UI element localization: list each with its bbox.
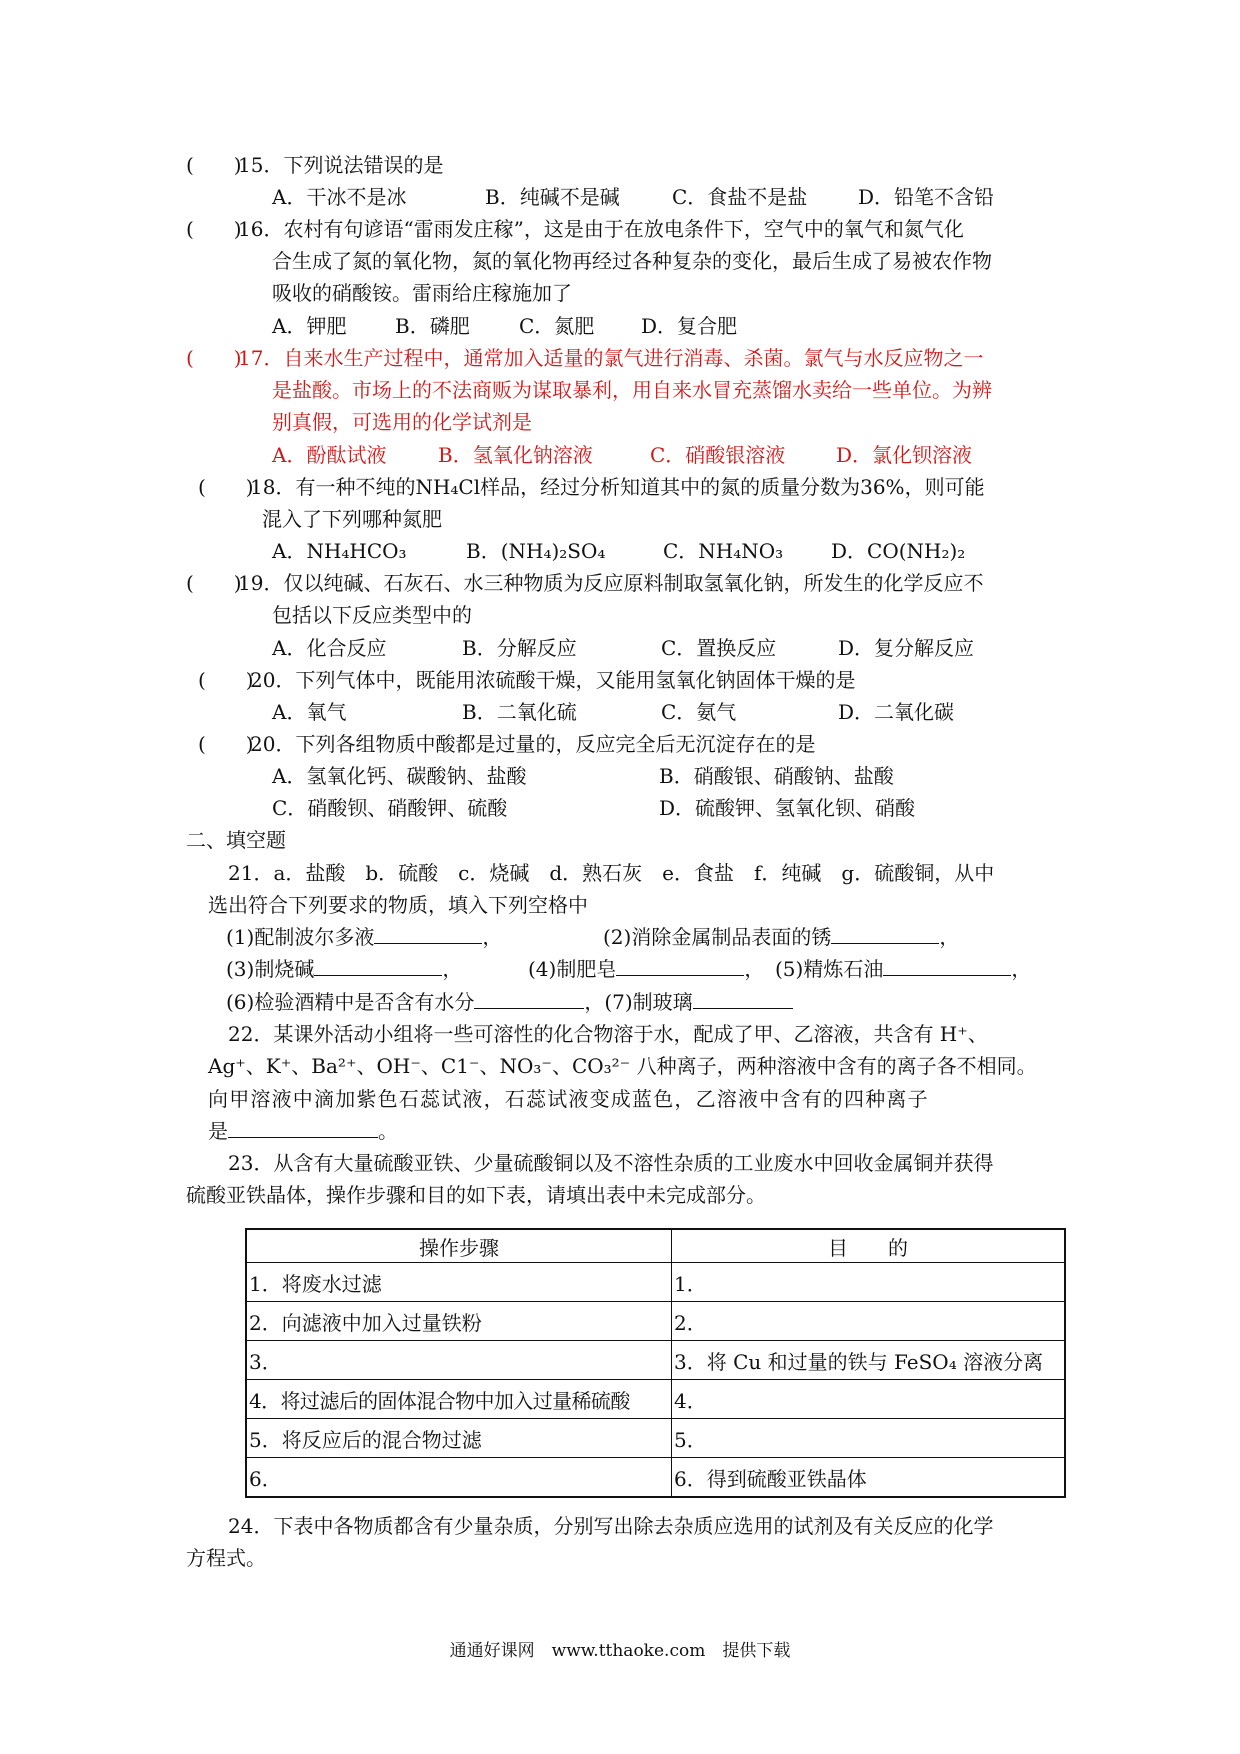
q23-steps-table <box>245 1228 1066 1498</box>
q18-option-d: D．CO(NH₂)₂ <box>831 539 966 563</box>
q20b-option-a: A．氢氧化钙、碳酸钠、盐酸 <box>272 764 527 788</box>
q20b-option-c: C．硝酸钡、硝酸钾、硫酸 <box>272 796 508 820</box>
q20b-stem: 20．下列各组物质中酸都是过量的，反应完全后无沉淀存在的是 <box>250 732 816 756</box>
q15-option-b: B．纯碱不是碱 <box>485 185 620 209</box>
q19-paren: ( ) <box>186 571 242 595</box>
table-row <box>246 1263 1065 1302</box>
q20b-paren: ( ) <box>198 732 254 756</box>
q15-paren: ( ) <box>186 153 242 177</box>
q20a-stem: 20．下列气体中，既能用浓硫酸干燥，又能用氢氧化钠固体干燥的是 <box>250 668 856 692</box>
q22-line3: 向甲溶液中滴加紫色石蕊试液，石蕊试液变成蓝色，乙溶液中含有的四种离子 <box>208 1087 929 1111</box>
table-cell-step: 5．将反应后的混合物过滤 <box>246 1419 672 1458</box>
table-cell-step: 4．将过滤后的固体混合物中加入过量稀硫酸 <box>246 1380 672 1419</box>
table-row <box>246 1302 1065 1341</box>
q21-line1: 21．a．盐酸 b．硫酸 c．烧碱 d．熟石灰 e．食盐 f．纯碱 g．硫酸铜，从中 <box>228 861 995 885</box>
q18-option-a: A．NH₄HCO₃ <box>272 539 407 563</box>
q18-stem-line2: 混入了下列哪种氮肥 <box>262 507 442 531</box>
q17-option-c: C．硝酸银溶液 <box>650 443 786 467</box>
q21-blank3[interactable] <box>314 955 442 976</box>
q19-option-d: D．复分解反应 <box>838 636 975 660</box>
q19-option-c: C．置换反应 <box>661 636 777 660</box>
table-cell-step[interactable]: 6． <box>246 1458 672 1498</box>
q21-blank5[interactable] <box>883 955 1011 976</box>
q16-option-a: A．钾肥 <box>272 314 347 338</box>
table-row <box>246 1380 1065 1419</box>
q18-paren: ( ) <box>198 475 254 499</box>
q21-line2: 选出符合下列要求的物质，填入下列空格中 <box>208 893 588 917</box>
q22-line4: 是 。 <box>208 1119 398 1143</box>
q16-stem-line3: 吸收的硝酸铵。雷雨给庄稼施加了 <box>272 281 572 305</box>
q16-option-d: D．复合肥 <box>641 314 738 338</box>
q20a-option-d: D．二氧化碳 <box>838 700 955 724</box>
q18-option-c: C．NH₄NO₃ <box>663 539 784 563</box>
q19-stem-line2: 包括以下反应类型中的 <box>272 603 472 627</box>
q20a-option-a: A．氧气 <box>272 700 347 724</box>
q21-blank7[interactable] <box>693 988 793 1009</box>
q19-option-a: A．化合反应 <box>272 636 387 660</box>
table-header-steps: 操作步骤 <box>246 1229 672 1263</box>
q24-line2: 方程式。 <box>186 1546 266 1570</box>
q20b-option-d: D．硫酸钾、氢氧化钡、硝酸 <box>659 796 916 820</box>
q20b-option-b: B．硝酸银、硝酸钠、盐酸 <box>659 764 894 788</box>
q21-blank1[interactable] <box>374 923 482 944</box>
q16-option-b: B．磷肥 <box>395 314 470 338</box>
q22-blank[interactable] <box>228 1117 378 1138</box>
q21-item4: (4)制肥皂 ， <box>528 957 765 981</box>
q15-option-d: D．铅笔不含铅 <box>858 185 995 209</box>
table-cell-purpose: 6．得到硫酸亚铁晶体 <box>672 1458 1066 1498</box>
q21-item3: (3)制烧碱 ， <box>226 957 463 981</box>
q17-option-a: A．酚酞试液 <box>272 443 387 467</box>
q18-option-b: B．(NH₄)₂SO₄ <box>466 539 606 563</box>
q23-line1: 23．从含有大量硫酸亚铁、少量硫酸铜以及不溶性杂质的工业废水中回收金属铜并获得 <box>228 1151 994 1175</box>
q15-option-a: A．干冰不是冰 <box>272 185 407 209</box>
table-cell-purpose[interactable]: 2． <box>672 1302 1066 1341</box>
q16-paren: ( ) <box>186 217 242 241</box>
table-cell-purpose: 3．将 Cu 和过量的铁与 FeSO₄ 溶液分离 <box>672 1341 1066 1380</box>
q21-item1: (1)配制波尔多液 ， <box>226 925 503 949</box>
q17-stem-line1: 17．自来水生产过程中，通常加入适量的氯气进行消毒、杀菌。氯气与水反应物之一 <box>238 346 984 370</box>
table-cell-purpose[interactable]: 4． <box>672 1380 1066 1419</box>
q20a-option-b: B．二氧化硫 <box>462 700 577 724</box>
q15-stem: 15．下列说法错误的是 <box>238 153 444 177</box>
q19-stem-line1: 19．仅以纯碱、石灰石、水三种物质为反应原料制取氢氧化钠，所发生的化学反应不 <box>238 571 984 595</box>
q21-item5: (5)精炼石油 ， <box>775 957 1032 981</box>
q17-paren: ( ) <box>186 346 242 370</box>
q20a-option-c: C．氨气 <box>661 700 737 724</box>
q23-line2: 硫酸亚铁晶体，操作步骤和目的如下表，请填出表中未完成部分。 <box>186 1183 766 1207</box>
q21-blank6[interactable] <box>474 988 584 1009</box>
table-row <box>246 1419 1065 1458</box>
q22-line1: 22．某课外活动小组将一些可溶性的化合物溶于水，配成了甲、乙溶液，共含有 H⁺、 <box>228 1022 988 1046</box>
q16-option-c: C．氮肥 <box>519 314 595 338</box>
q20a-paren: ( ) <box>198 668 254 692</box>
table-cell-step[interactable]: 3． <box>246 1341 672 1380</box>
table-row <box>246 1341 1065 1380</box>
q21-blank4[interactable] <box>616 955 744 976</box>
q15-option-c: C．食盐不是盐 <box>672 185 808 209</box>
table-header-row <box>246 1229 1065 1263</box>
section-title-fill-blank: 二、填空题 <box>186 828 286 852</box>
table-cell-purpose[interactable]: 1． <box>672 1263 1066 1302</box>
q24-line1: 24．下表中各物质都含有少量杂质，分别写出除去杂质应选用的试剂及有关反应的化学 <box>228 1514 994 1538</box>
q17-option-d: D．氯化钡溶液 <box>836 443 973 467</box>
q21-blank2[interactable] <box>831 923 939 944</box>
q16-stem-line1: 16．农村有句谚语“雷雨发庄稼”，这是由于在放电条件下，空气中的氧气和氮气化 <box>238 217 964 241</box>
table-cell-step: 1．将废水过滤 <box>246 1263 672 1302</box>
q19-option-b: B．分解反应 <box>462 636 577 660</box>
table-row <box>246 1458 1065 1498</box>
table-header-purpose: 目 的 <box>672 1229 1066 1263</box>
q17-option-b: B．氢氧化钠溶液 <box>438 443 593 467</box>
q16-stem-line2: 合生成了氮的氧化物，氮的氧化物再经过各种复杂的变化，最后生成了易被农作物 <box>272 249 992 273</box>
q17-stem-line2: 是盐酸。市场上的不法商贩为谋取暴利，用自来水冒充蒸馏水卖给一些单位。为辨 <box>272 378 992 402</box>
table-cell-purpose[interactable]: 5． <box>672 1419 1066 1458</box>
q22-line2: Ag⁺、K⁺、Ba²⁺、OH⁻、C1⁻、NO₃⁻、CO₃²⁻ 八种离子，两种溶液中含有的离子各不相同。 <box>208 1054 1037 1078</box>
table-cell-step: 2．向滤液中加入过量铁粉 <box>246 1302 672 1341</box>
page-footer: 通通好课网 www.tthaoke.com 提供下载 <box>449 1641 791 1661</box>
q17-stem-line3: 别真假，可选用的化学试剂是 <box>272 410 532 434</box>
q18-stem-line1: 18．有一种不纯的NH₄Cl样品，经过分析知道其中的氮的质量分数为36%，则可能 <box>250 475 985 499</box>
q21-item6: (6)检验酒精中是否含有水分 ，(7)制玻璃 <box>226 988 793 1016</box>
q21-item2: (2)消除金属制品表面的锈 ， <box>603 925 960 949</box>
